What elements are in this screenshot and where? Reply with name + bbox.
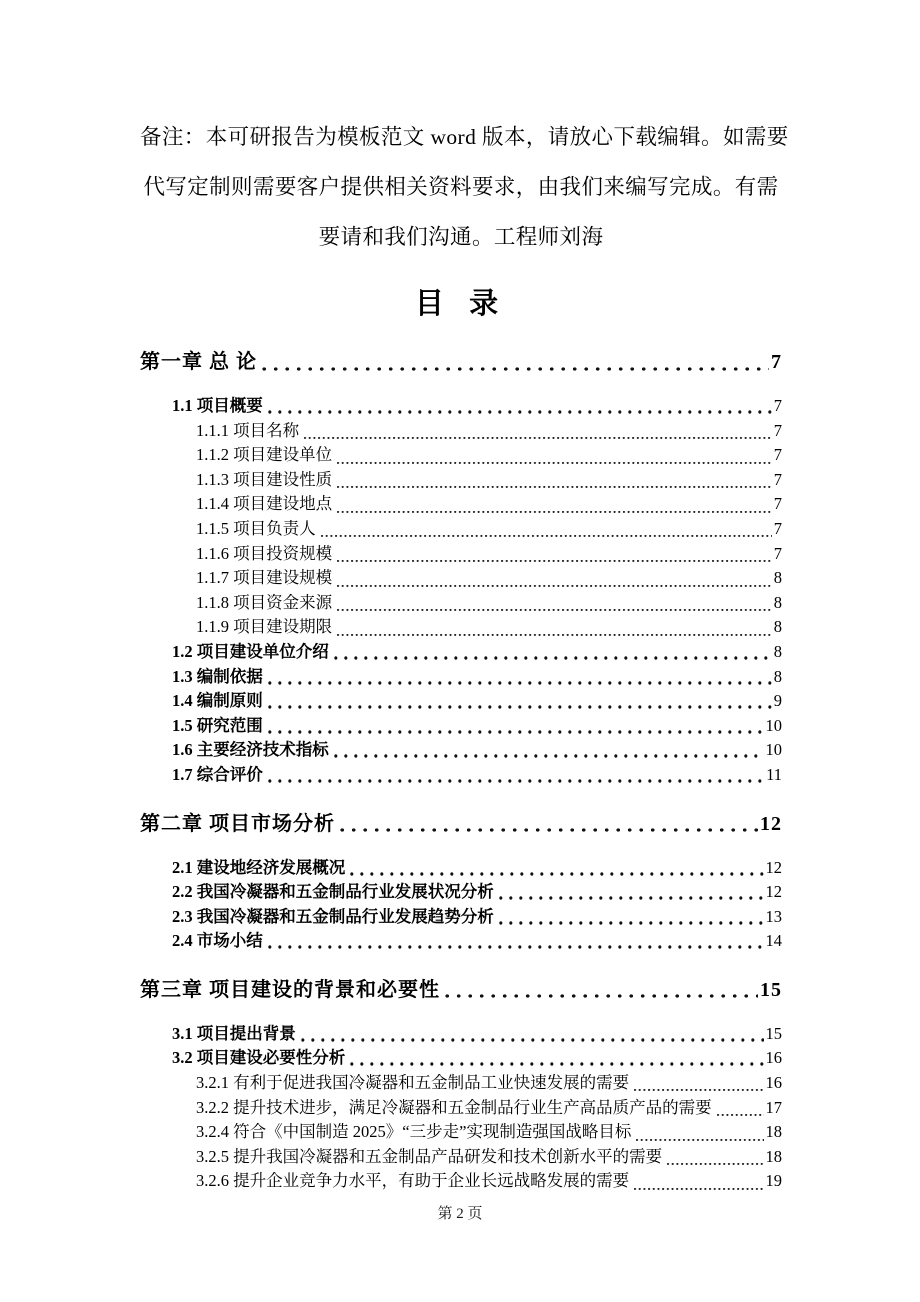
toc-entry[interactable] xyxy=(140,492,782,517)
toc-entry[interactable] xyxy=(140,976,782,1004)
toc-entry[interactable] xyxy=(140,1096,782,1121)
toc-entry[interactable] xyxy=(140,714,782,739)
dot-leader xyxy=(337,591,772,616)
toc-entry-label: 3.2.6 提升企业竞争力水平，有助于企业长远战略发展的需要 xyxy=(196,1171,630,1191)
toc-entry-page: 7 xyxy=(773,445,782,465)
toc-entry-page: 12 xyxy=(765,857,782,877)
dot-leader xyxy=(634,1071,763,1096)
toc-entry[interactable] xyxy=(140,1120,782,1145)
toc xyxy=(140,348,782,1194)
toc-entry[interactable] xyxy=(140,665,782,690)
toc-entry-label: 2.1 建设地经济发展概况 xyxy=(172,857,346,877)
toc-entry-label: 1.1.3 项目建设性质 xyxy=(196,469,333,489)
dot-leader xyxy=(636,1120,763,1145)
toc-entry[interactable] xyxy=(140,738,782,763)
toc-entry-page: 12 xyxy=(765,882,782,902)
toc-entry-page: 7 xyxy=(773,494,782,514)
dot-leader xyxy=(337,443,772,468)
toc-entry[interactable] xyxy=(140,1046,782,1071)
toc-entry-page: 15 xyxy=(760,978,782,1001)
toc-entry[interactable] xyxy=(140,419,782,444)
note-line: 代写定制则需要客户提供相关资料要求，由我们来编写完成。有需 xyxy=(143,175,779,199)
dot-leader xyxy=(337,492,772,517)
toc-entry-label: 3.2.4 符合《中国制造 2025》“三步走”实现制造强国战略目标 xyxy=(196,1122,632,1142)
toc-entry-label: 1.2 项目建设单位介绍 xyxy=(172,641,329,661)
toc-entry-label: 1.1.5 项目负责人 xyxy=(196,518,316,538)
toc-entry-label: 3.2.1 有利于促进我国冷凝器和五金制品工业快速发展的需要 xyxy=(196,1073,630,1093)
toc-entry-page: 8 xyxy=(773,641,782,661)
toc-entry-page: 7 xyxy=(773,396,782,415)
toc-entry-label: 1.1 项目概要 xyxy=(172,396,263,415)
dot-leader xyxy=(337,566,772,591)
toc-entry[interactable] xyxy=(140,566,782,591)
toc-entry-label: 1.1.4 项目建设地点 xyxy=(196,494,333,514)
dot-leader xyxy=(268,714,764,739)
toc-entry[interactable] xyxy=(140,689,782,714)
toc-entry[interactable] xyxy=(140,1169,782,1194)
toc-entry[interactable] xyxy=(140,517,782,542)
toc-entry-label: 第三章 项目建设的背景和必要性 xyxy=(140,978,440,1001)
dot-leader xyxy=(340,810,758,838)
toc-entry-page: 16 xyxy=(765,1073,782,1093)
dot-leader xyxy=(499,905,764,930)
dot-leader xyxy=(350,856,763,881)
dot-leader xyxy=(268,929,764,954)
toc-entry[interactable] xyxy=(140,542,782,567)
toc-entry[interactable] xyxy=(140,443,782,468)
toc-entry-label: 1.7 综合评价 xyxy=(172,764,263,784)
toc-entry-label: 1.1.8 项目资金来源 xyxy=(196,592,333,612)
dot-leader xyxy=(667,1145,763,1170)
note-line: 要请和我们沟通。工程师刘海 xyxy=(318,225,604,249)
toc-entry[interactable] xyxy=(140,591,782,616)
toc-entry-page: 14 xyxy=(765,931,782,951)
toc-entry-label: 3.2.2 提升技术进步，满足冷凝器和五金制品行业生产高品质产品的需要 xyxy=(196,1097,712,1117)
toc-entry-page: 10 xyxy=(765,740,782,760)
toc-entry-label: 1.3 编制依据 xyxy=(172,666,263,686)
toc-entry[interactable] xyxy=(140,856,782,881)
toc-entry-page: 8 xyxy=(773,568,782,588)
page-number-footer: 第 2 页 xyxy=(437,1206,483,1222)
toc-entry[interactable] xyxy=(140,810,782,838)
dot-leader xyxy=(268,665,772,690)
toc-entry[interactable] xyxy=(140,1071,782,1096)
toc-entry-page: 18 xyxy=(765,1146,782,1166)
toc-entry-label: 2.4 市场小结 xyxy=(172,931,263,951)
toc-entry-label: 1.1.6 项目投资规模 xyxy=(196,543,333,563)
dot-leader xyxy=(634,1169,763,1194)
toc-entry[interactable] xyxy=(140,929,782,954)
toc-entry-label: 1.1.7 项目建设规模 xyxy=(196,568,333,588)
toc-entry-page: 7 xyxy=(773,420,782,440)
toc-entry[interactable] xyxy=(140,763,782,788)
toc-entry-label: 1.4 编制原则 xyxy=(172,691,263,711)
dot-leader xyxy=(350,1046,763,1071)
toc-entry-label: 第二章 项目市场分析 xyxy=(140,812,335,835)
toc-entry-label: 3.1 项目提出背景 xyxy=(172,1023,296,1043)
toc-entry-label: 1.1.2 项目建设单位 xyxy=(196,445,333,465)
toc-entry-page: 16 xyxy=(765,1048,782,1068)
dot-leader xyxy=(268,763,764,788)
toc-entry[interactable] xyxy=(140,348,782,376)
toc-entry[interactable] xyxy=(140,640,782,665)
dot-leader xyxy=(337,468,772,493)
toc-entry-page: 15 xyxy=(765,1023,782,1043)
toc-entry-page: 13 xyxy=(765,906,782,926)
toc-entry-label: 1.6 主要经济技术指标 xyxy=(172,740,329,760)
dot-leader xyxy=(268,394,772,419)
toc-entry-page: 18 xyxy=(765,1122,782,1142)
toc-entry-page: 8 xyxy=(773,592,782,612)
toc-entry-page: 8 xyxy=(773,666,782,686)
toc-entry-page: 9 xyxy=(773,691,782,711)
toc-entry-page: 11 xyxy=(766,764,782,784)
note-line: 备注：本可研报告为模板范文 word 版本，请放心下载编辑。如需要 xyxy=(140,125,789,149)
toc-entry-label: 第一章 总 论 xyxy=(140,351,257,373)
dot-leader xyxy=(321,517,772,542)
toc-entry-label: 2.3 我国冷凝器和五金制品行业发展趋势分析 xyxy=(172,906,494,926)
dot-leader xyxy=(337,615,772,640)
toc-entry-label: 2.2 我国冷凝器和五金制品行业发展状况分析 xyxy=(172,882,494,902)
toc-entry[interactable] xyxy=(140,615,782,640)
toc-entry[interactable] xyxy=(140,880,782,905)
toc-entry-page: 7 xyxy=(771,351,782,373)
dot-leader xyxy=(334,738,764,763)
dot-leader xyxy=(268,689,772,714)
toc-entry[interactable] xyxy=(140,905,782,930)
toc-entry-page: 17 xyxy=(765,1097,782,1117)
toc-title: 目 录 xyxy=(414,288,508,320)
toc-entry-label: 3.2.5 提升我国冷凝器和五金制品产品研发和技术创新水平的需要 xyxy=(196,1146,663,1166)
dot-leader xyxy=(334,640,772,665)
toc-entry-page: 10 xyxy=(765,715,782,735)
dot-leader xyxy=(304,419,772,444)
toc-entry[interactable] xyxy=(140,1145,782,1170)
dot-leader xyxy=(337,542,772,567)
toc-entry[interactable] xyxy=(140,1022,782,1047)
toc-entry-label: 1.1.9 项目建设期限 xyxy=(196,617,333,637)
toc-entry[interactable] xyxy=(140,468,782,493)
toc-entry-label: 1.5 研究范围 xyxy=(172,715,263,735)
dot-leader xyxy=(301,1022,764,1047)
toc-entry-page: 7 xyxy=(773,543,782,563)
dot-leader xyxy=(445,976,758,1004)
toc-entry-page: 7 xyxy=(773,469,782,489)
toc-entry[interactable] xyxy=(140,394,782,419)
dot-leader xyxy=(717,1096,764,1121)
toc-entry-page: 7 xyxy=(773,518,782,538)
toc-entry-label: 1.1.1 项目名称 xyxy=(196,420,300,440)
dot-leader xyxy=(499,880,764,905)
toc-entry-page: 19 xyxy=(765,1171,782,1191)
toc-entry-page: 12 xyxy=(760,812,782,835)
toc-entry-label: 3.2 项目建设必要性分析 xyxy=(172,1048,346,1068)
note-paragraph xyxy=(140,112,789,262)
toc-entry-page: 8 xyxy=(773,617,782,637)
dot-leader xyxy=(262,348,769,376)
